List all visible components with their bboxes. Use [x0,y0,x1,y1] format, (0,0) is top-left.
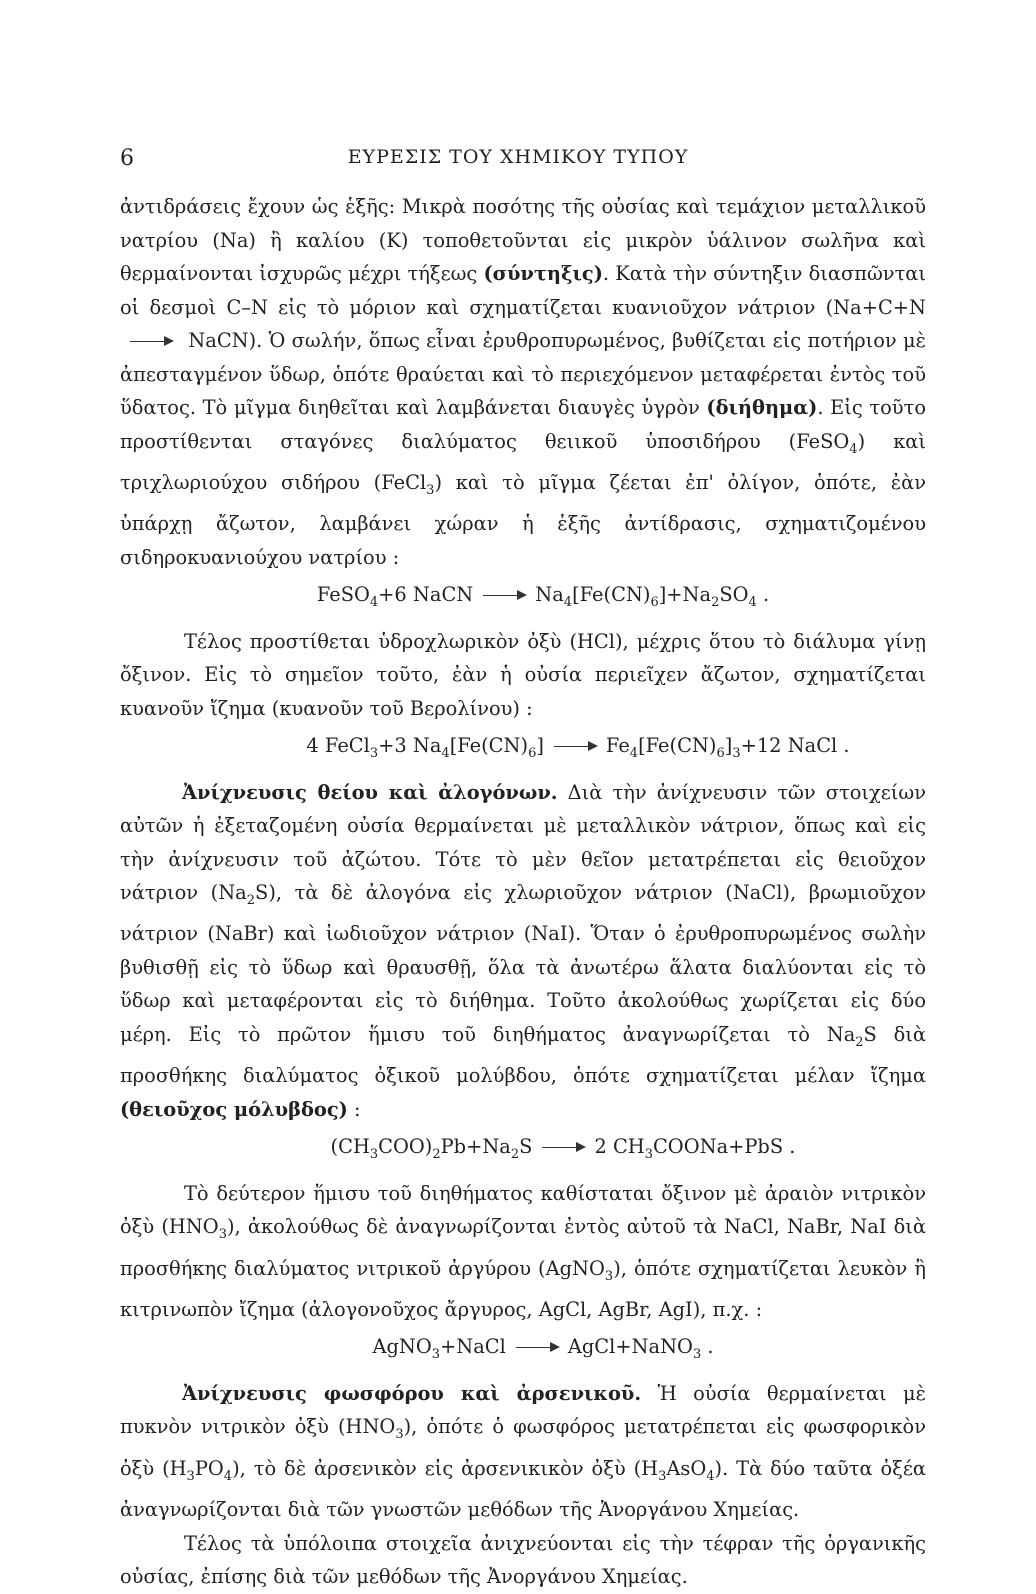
text-span: . Κατὰ τὴν σύντηξιν διασπῶνται οἱ δεσμοὶ C–N εἰς τὸ μόριον καὶ σχηματίζεται κυανιοῦχον νάτριον (Na+C+N [120,262,926,319]
subscript: 4 [223,1468,233,1484]
text-span: S), τὰ δὲ ἀλογόνα εἰς χλωριοῦχον νάτριον (NaCl), βρωμιοῦχον νάτριον (NaBr) καὶ ἰωδιοῦχον νάτριον (NaI). Ὅταν ὁ ἐρυθροπυρωμένος σωλὴν βυθισθῇ εἰς τὸ ὕδωρ καὶ θραυσθῇ, ὅλα τὰ ἀνωτέρω ἅλατα διαλύονται εἰς τὸ ὕδωρ καὶ μεταφέρονται εἰς τὸ διήθημα. Τοῦτο ἀκολούθως χωρίζεται εἰς δύο μέρη. Εἰς τὸ πρῶτον ἥμισυ τοῦ διηθήματος ἀναγνωρίζεται τὸ Na [120,881,926,1046]
subscript: 2 [246,892,256,908]
text-span: Ἡ οὐσία θερμαίνεται μὲ πυκνὸν νιτρικὸν ὀξὺ (HNO [120,1381,926,1439]
reaction-arrow-icon [516,1347,560,1349]
text-span: ) καὶ τριχλωριούχου σιδήρου (FeCl [120,429,927,494]
subscript: 4 [706,1468,715,1484]
text-span: ), ἀκολούθως δὲ ἀναγνωρίζονται ἐντὸς αὐτοῦ τὰ NaCl, NaBr, NaI διὰ προσθήκης διαλύματος νιτρικοῦ ἀργύρου (AgNO [120,1215,926,1280]
text-span: Τὸ δεύτερον ἥμισυ τοῦ διηθήματος καθίσταται ὄξινον μὲ ἀραιὸν νιτρικὸν ὀξὺ (HNO [120,1181,926,1239]
equation-lead-sulfide: $(CH_3COO)_2Pb+Na_2S$ 2 $CH_3COONa+PbS$ . [330,1135,796,1163]
paragraph-other-elements [120,1527,926,1594]
text-span: ), τὸ δὲ ἀρσενικὸν εἰς ἀρσενικικὸν ὀξὺ (H [232,1456,659,1480]
paragraph-sulfur-halogen-detection [120,776,926,1127]
text-span: ἀντιδράσεις ἔχουν ὡς ἑξῆς: Μικρὰ ποσότης τῆς οὐσίας καὶ τεμάχιον μεταλλικοῦ νατρίου (Na) ἢ καλίου (K) τοποθετοῦνται εἰς μικρὸν ὑάλινον σωλῆνα καὶ θερμαίνονται ἰσχυρῶς μέχρι τήξεως [120,195,926,285]
text-span: Διὰ τὴν ἀνίχνευσιν τῶν στοιχείων αὐτῶν ἡ ἐξεταζομένη οὐσία θερμαίνεται μὲ μεταλλικὸν νάτριον, ὅπως καὶ εἰς τὴν ἀνίχνευσιν τοῦ ἀζώτου. Τότε τὸ μὲν θεῖον μετατρέπεται εἰς θειοῦχον νάτριον (Na [120,780,926,904]
page-body [120,190,926,1594]
text-span: ). Τὰ δύο ταῦτα ὀξέα ἀναγνωρίζονται διὰ τῶν γνωστῶν μεθόδων τῆς Ἀνοργάνου Χημείας. [120,1456,927,1521]
text-span: ) καὶ τὸ μῖγμα ζέεται ἐπ' ὀλίγον, ὁπότε, ἐὰν ὑπάρχῃ ἄζωτον, λαμβάνει χώραν ἡ ἑξῆς ἀντίδρασις, σχηματιζομένου σιδηροκυανιούχου νατρίου : [120,470,926,569]
subscript: 3 [426,482,435,498]
paragraph-prussian-blue [120,625,926,726]
text-span: . Εἰς τοῦτο προστίθενται σταγόνες διαλύματος θειικοῦ ὑποσιδήρου (FeSO [120,396,926,453]
text-span: Τέλος προστίθεται ὑδροχλωρικὸν ὀξὺ (HCl), μέχρις ὅτου τὸ διάλυμα γίνῃ ὄξινον. Εἰς τὸ σημεῖον τοῦτο, ἐὰν ἡ οὐσία περιεῖχεν ἄζωτον, σχηματίζεται κυανοῦν ἴζημα (κυανοῦν τοῦ Βερολίνου) : [120,629,926,720]
subscript: 4 [849,441,858,457]
page-header [0,146,1036,176]
page-number: 6 [120,146,134,171]
text-span: : [347,1097,361,1121]
subscript: 3 [218,1227,227,1242]
subscript: 3 [604,1268,614,1284]
term-filtrate: (διήθημα) [706,396,818,419]
text-span: ), ὁπότε ὁ φωσφόρος μετατρέπεται εἰς φωσφορικὸν ὀξὺ (H [120,1415,926,1480]
subscript: 2 [855,1034,864,1050]
reaction-arrow-icon [554,746,598,748]
section-heading-sulfur-halogens: Ἀνίχνευσις θείου καὶ ἀλογόνων. [182,780,558,804]
text-span: PO [194,1456,224,1480]
paragraph-phosphorus-arsenic-detection [120,1377,926,1527]
reaction-arrow-icon [483,595,527,597]
text-span: S διὰ προσθήκης διαλύματος ὀξικοῦ μολύβδου, ὁπότε σχηματίζεται μέλαν ἴζημα [120,1022,926,1088]
paragraph-halide-detection [120,1177,926,1327]
equation-silver-chloride: AgNO$_3$+NaCl AgCl+NaNO$_3$ . [372,1335,714,1363]
text-span: ), ὁπότε σχηματίζεται λευκὸν ἢ κιτρινωπὸν ἴζημα (ἀλογονοῦχος ἄργυρος, AgCl, AgBr, AgI), π.χ. : [120,1256,926,1321]
reaction-arrow-icon [542,1147,586,1149]
paragraph-nitrogen-detection [120,190,926,574]
subscript: 3 [395,1427,404,1443]
text-span: AsO [666,1456,707,1480]
running-title: ΕΥΡΕΣΙΣ ΤΟΥ ΧΗΜΙΚΟΥ ΤΥΠΟΥ [347,146,689,168]
term-fusion: (σύντηξις) [483,262,603,285]
reaction-arrow-icon [130,341,174,343]
equation-prussian-blue: 4 FeCl$_3$+3 $Na_4[Fe(CN)_6]$ $Fe_4[Fe(CN)_6]_3+12$ NaCl . [306,734,850,761]
section-heading-phosphorus-arsenic: Ἀνίχνευσις φωσφόρου καὶ ἀρσενικοῦ. [182,1381,642,1405]
text-span: NaCN). Ὁ σωλήν, ὅπως εἶναι ἐρυθροπυρωμένος, βυθίζεται εἰς ποτήριον μὲ ἀπεσταγμένον ὕδωρ, ὁπότε θραύεται καὶ τὸ περιεχόμενον μεταφέρεται ἐντὸς τοῦ ὕδατος. Τὸ μῖγμα διηθεῖται καὶ λαμβάνεται διαυγὲς ὑγρὸν [120,329,926,419]
equation-ferrocyanide: FeSO$_4$+6 NaCN $Na_4[Fe(CN)_6]+Na_2SO_4$ . [316,583,770,611]
term-lead-sulfide: (θειοῦχος μόλυβδος) [120,1097,348,1121]
subscript: 3 [186,1468,195,1484]
text-span: Τέλος τὰ ὑπόλοιπα στοιχεῖα ἀνιχνεύονται εἰς τὴν τέφραν τῆς ὀργανικῆς οὐσίας, ἐπίσης διὰ τῶν μεθόδων τῆς Ἀνοργάνου Χημείας. [120,1531,926,1588]
subscript: 3 [658,1468,667,1484]
